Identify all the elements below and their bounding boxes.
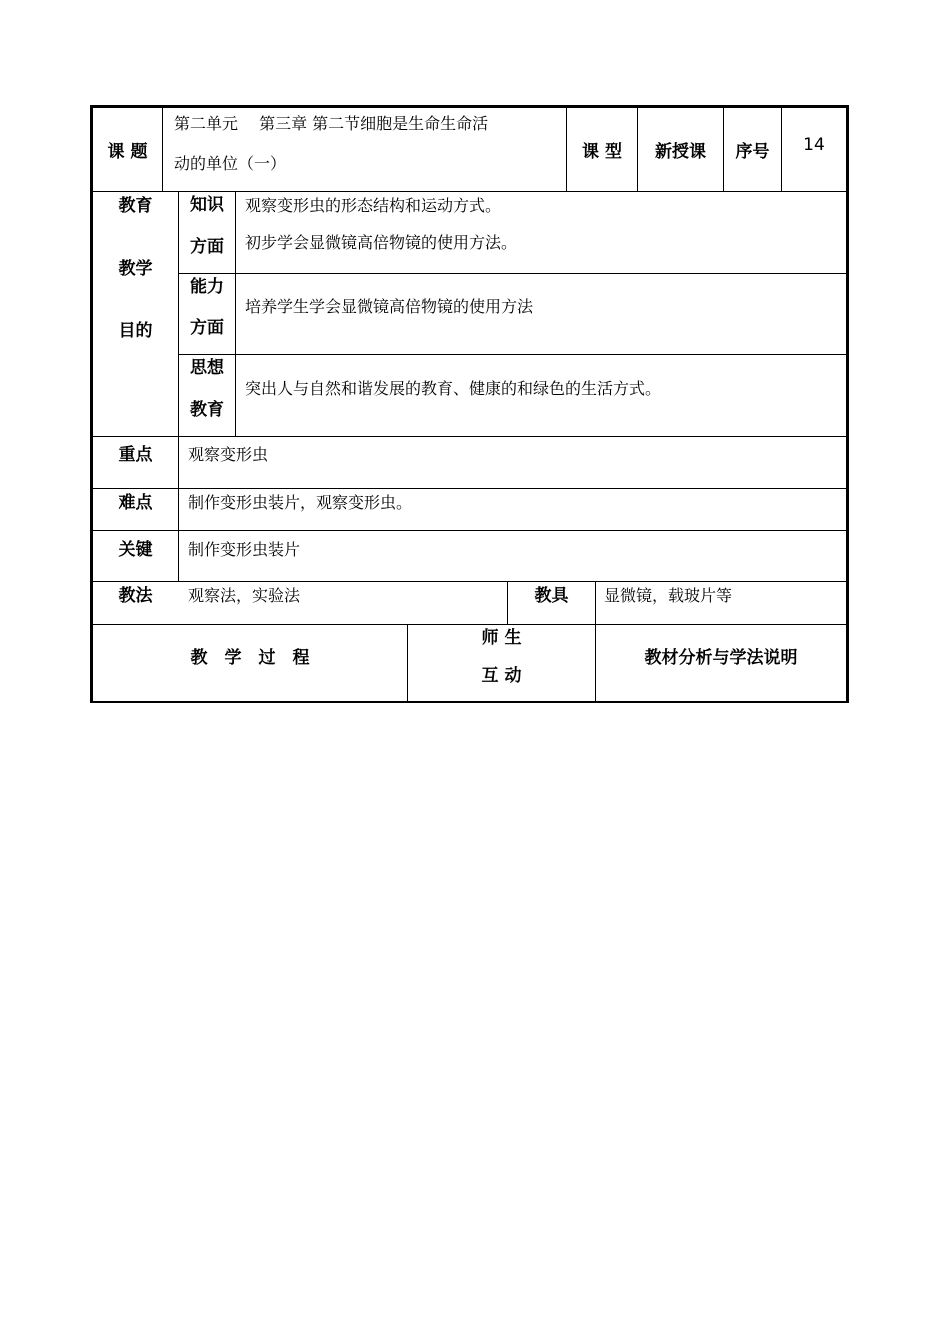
row-divider [93, 436, 846, 437]
interaction-header: 师 生 [481, 628, 522, 648]
process-header: 教 学 过 程 [190, 648, 310, 668]
row-divider [93, 581, 846, 582]
objectives-label: 目的 [118, 321, 153, 341]
row-divider [93, 191, 846, 192]
row-divider [178, 273, 846, 274]
row-divider [178, 354, 846, 355]
type-label: 课 型 [582, 142, 622, 162]
row-divider [93, 624, 846, 625]
knowledge-text: 观察变形虫的形态结构和运动方式。 [245, 196, 502, 215]
difficulty-label: 难点 [118, 493, 153, 513]
lesson-plan-table [90, 105, 849, 703]
method-text: 观察法，实验法 [188, 586, 301, 605]
knowledge-label: 方面 [190, 237, 224, 257]
difficulty-text: 制作变形虫装片，观察变形虫。 [188, 493, 413, 512]
key-point-label: 重点 [118, 445, 153, 465]
objectives-label: 教育 [118, 196, 153, 216]
lesson-title-line2: 动的单位（一） [174, 154, 287, 173]
seq-label: 序号 [735, 142, 770, 162]
knowledge-text: 初步学会显微镜高倍物镜的使用方法。 [245, 233, 518, 252]
tools-label: 教具 [534, 586, 569, 606]
ability-label: 方面 [190, 318, 224, 338]
method-label: 教法 [118, 586, 153, 606]
key-point-text: 观察变形虫 [188, 445, 269, 464]
moral-label: 思想 [190, 358, 224, 378]
col-divider [595, 581, 596, 701]
row-divider [93, 488, 846, 489]
col-divider [235, 191, 236, 436]
moral-label: 教育 [190, 400, 224, 420]
knowledge-label: 知识 [190, 195, 224, 215]
moral-text: 突出人与自然和谐发展的教育、健康的和绿色的生活方式。 [245, 379, 662, 398]
ability-text: 培养学生学会显微镜高倍物镜的使用方法 [245, 297, 534, 316]
lesson-title-line1: 第二单元 第三章 第二节细胞是生命生命活 [174, 114, 489, 133]
tools-text: 显微镜，载玻片等 [604, 586, 733, 605]
analysis-header: 教材分析与学法说明 [644, 648, 798, 668]
title-label: 课 题 [107, 142, 148, 162]
seq-value: 14 [803, 135, 825, 155]
row-divider [93, 530, 846, 531]
ability-label: 能力 [190, 277, 224, 297]
type-value: 新授课 [655, 142, 706, 162]
crux-text: 制作变形虫装片 [188, 540, 301, 559]
objectives-label: 教学 [118, 259, 153, 279]
crux-label: 关键 [118, 540, 153, 560]
col-divider [162, 108, 163, 191]
interaction-header: 互 动 [481, 666, 522, 686]
